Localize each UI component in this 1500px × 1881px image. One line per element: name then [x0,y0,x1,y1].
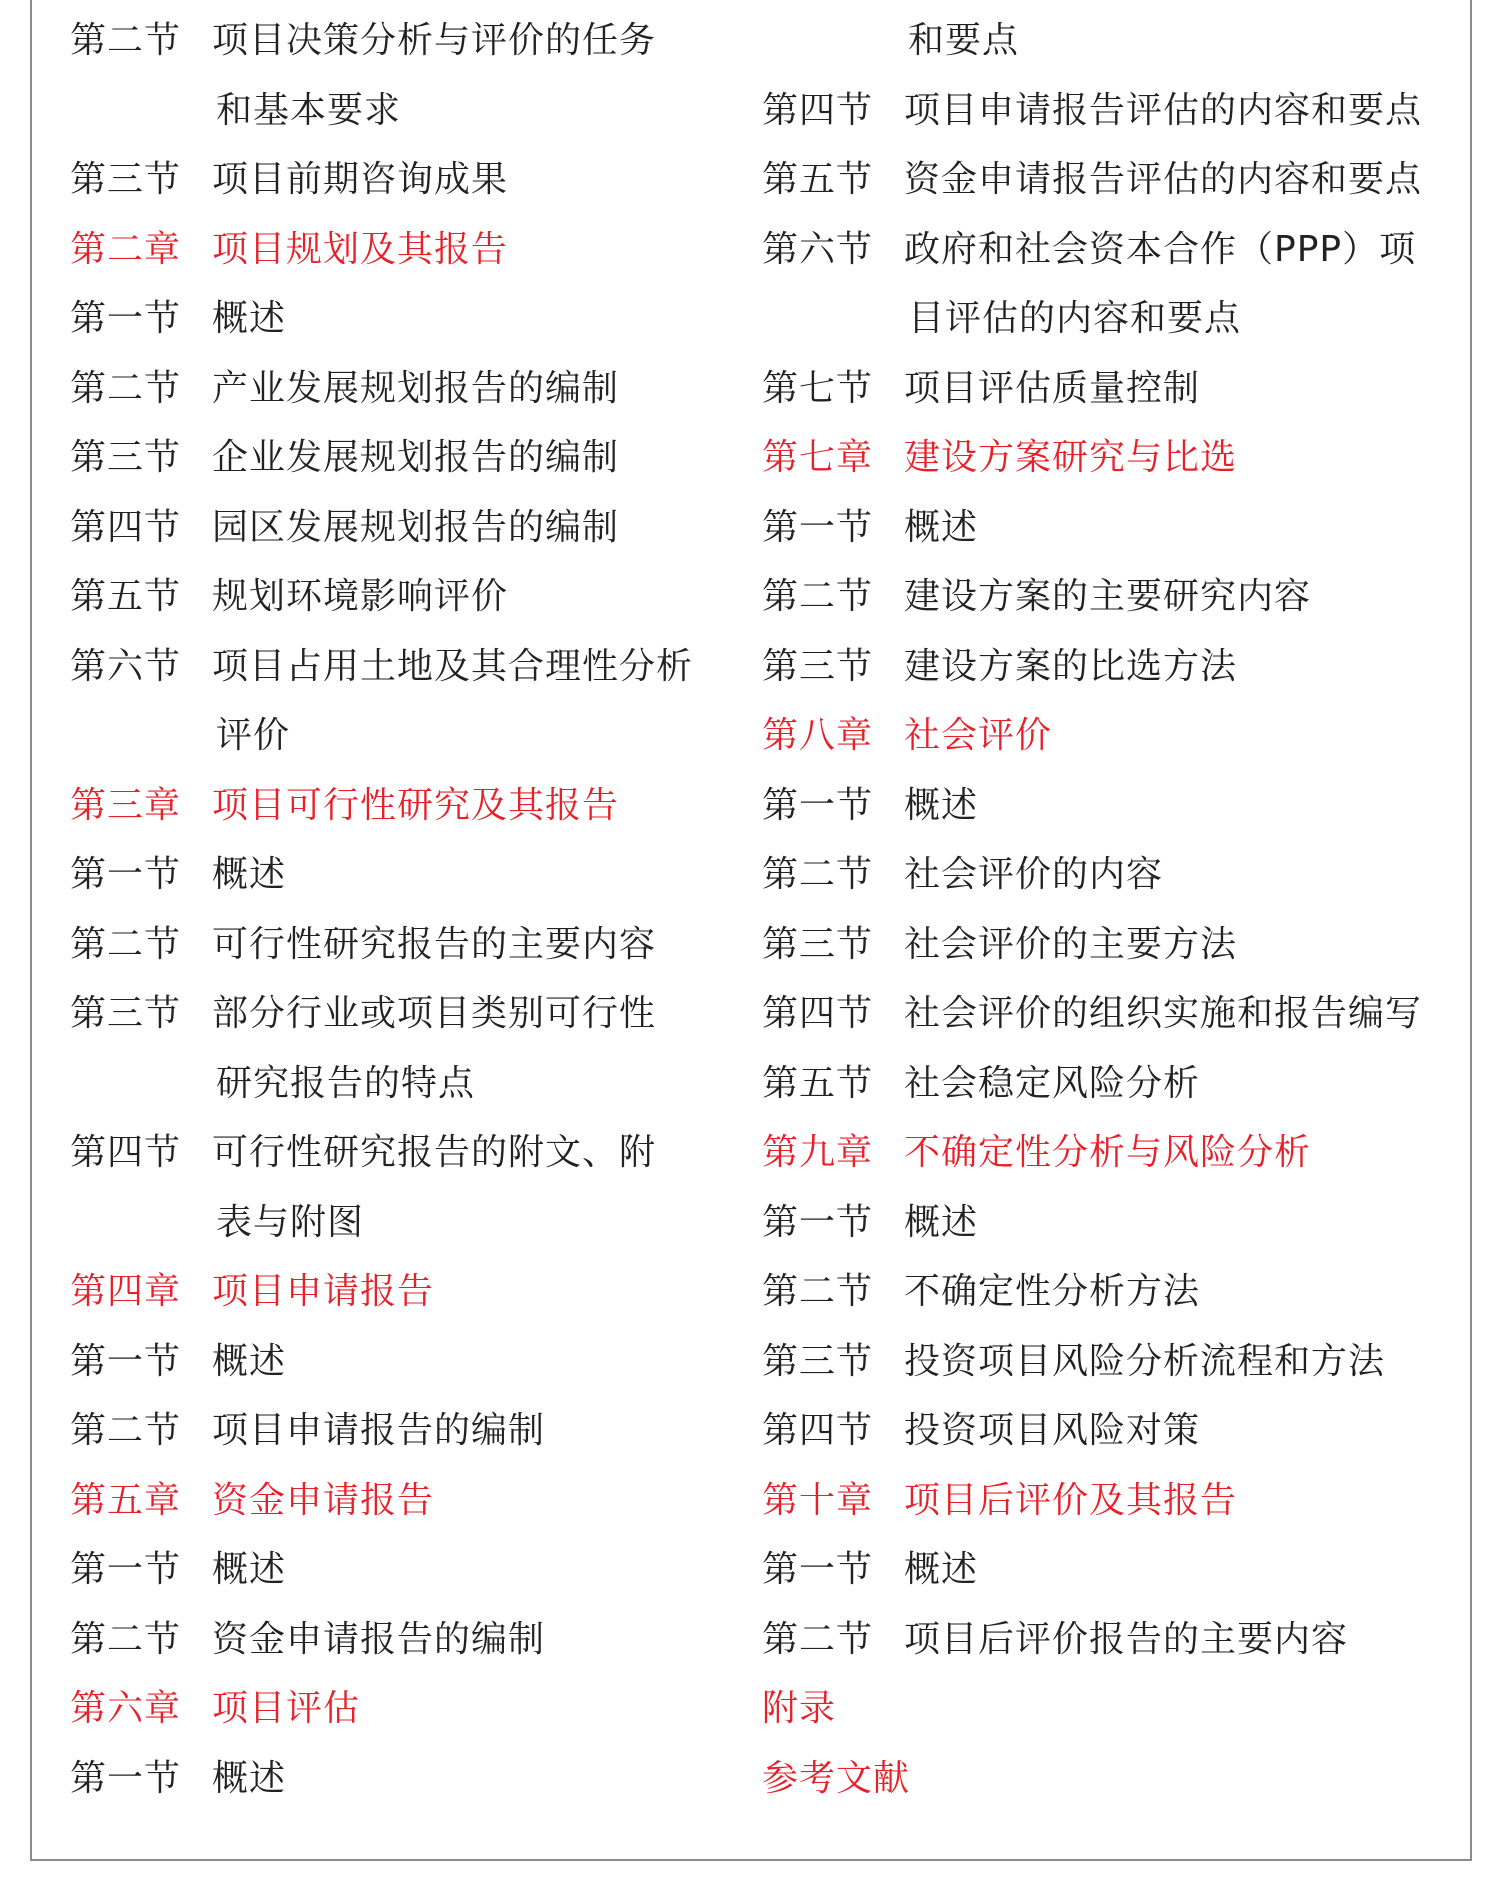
section-title: 概述 [904,784,979,826]
section-title: 不确定性分析方法 [904,1271,1201,1312]
section-number: 第一节 [762,506,874,548]
section-entry [70,562,693,632]
section-title-continuation [70,701,693,771]
section-title: 可行性研究报告的附文、附 [212,1132,657,1173]
section-number: 第一节 [70,298,182,339]
chapter-title: 项目评估 [212,1688,361,1729]
section-title: 部分行业或项目类别可行性 [212,993,657,1034]
section-number: 第二节 [70,923,182,965]
section-number: 第六节 [70,645,182,687]
section-entry [762,771,1422,841]
section-entry [70,1605,693,1675]
section-number: 第一节 [762,1549,874,1590]
section-title: 概述 [904,1201,979,1243]
chapter-heading [70,1674,693,1744]
section-entry [762,1396,1422,1466]
chapter-title: 建设方案研究与比选 [904,437,1238,478]
section-entry [762,145,1422,215]
section-entry [762,1605,1422,1675]
section-title-continuation [762,6,1422,76]
section-title: 资金申请报告评估的内容和要点 [904,159,1423,200]
chapter-number: 第六章 [70,1688,182,1729]
section-title: 社会评价的主要方法 [904,923,1238,965]
section-entry [762,1327,1422,1397]
section-number: 第二节 [70,1410,182,1451]
section-entry [70,1744,693,1814]
section-number: 第三节 [762,645,874,687]
chapter-number: 第九章 [762,1132,874,1173]
section-title: 概述 [212,854,287,895]
chapter-title: 附录 [762,1688,837,1729]
section-number: 第二节 [762,1618,874,1660]
section-entry [70,1535,693,1605]
section-title: 投资项目风险对策 [904,1410,1201,1451]
section-title: 项目占用土地及其合理性分析 [212,645,694,687]
section-number: 第三节 [70,159,182,200]
section-title: 企业发展规划报告的编制 [212,437,620,478]
section-number: 第五节 [762,1062,874,1104]
section-entry [70,1118,693,1188]
section-title: 概述 [212,1340,287,1382]
section-title: 目评估的内容和要点 [908,298,1242,339]
section-number: 第二节 [762,1271,874,1312]
section-entry [762,1535,1422,1605]
section-title: 概述 [212,298,287,339]
section-number: 第二节 [70,1618,182,1660]
section-title: 建设方案的主要研究内容 [904,576,1312,617]
section-entry [762,493,1422,563]
section-number: 第六节 [762,228,874,270]
section-number: 第二节 [762,854,874,895]
section-number: 第二节 [762,576,874,617]
section-title-continuation [70,76,693,146]
chapter-title: 不确定性分析与风险分析 [904,1132,1312,1173]
chapter-heading [70,215,693,285]
chapter-number: 第五章 [70,1479,182,1521]
section-entry [70,632,693,702]
section-number: 第一节 [70,1549,182,1590]
section-title-continuation [762,284,1422,354]
section-entry [70,284,693,354]
section-title: 和要点 [908,20,1020,61]
chapter-title: 项目申请报告 [212,1271,435,1312]
chapter-heading [762,1466,1422,1536]
section-number: 第七节 [762,367,874,409]
section-title: 项目申请报告的编制 [212,1410,546,1451]
appendix-heading [762,1744,1422,1814]
section-entry [70,910,693,980]
section-number: 第三节 [70,993,182,1034]
section-title: 评价 [216,715,291,756]
chapter-title: 资金申请报告 [212,1479,435,1521]
section-number: 第一节 [762,784,874,826]
section-title: 概述 [212,1549,287,1590]
section-number: 第一节 [70,1757,182,1799]
chapter-number: 第七章 [762,437,874,478]
chapter-number: 第八章 [762,715,874,756]
section-title: 概述 [904,506,979,548]
section-title: 政府和社会资本合作（PPP）项 [904,228,1417,270]
chapter-title: 项目后评价及其报告 [904,1479,1238,1521]
section-title: 概述 [904,1549,979,1590]
toc-right-column [762,6,1422,1813]
section-title-continuation [70,1049,693,1119]
section-number: 第四节 [70,1132,182,1173]
chapter-title: 参考文献 [762,1757,911,1799]
section-title: 产业发展规划报告的编制 [212,367,620,409]
section-number: 第二节 [70,367,182,409]
chapter-title: 社会评价 [904,715,1053,756]
section-title: 表与附图 [216,1201,365,1243]
section-entry [70,493,693,563]
section-entry [762,1188,1422,1258]
section-number: 第四节 [762,89,874,131]
section-entry [762,910,1422,980]
section-number: 第三节 [762,1340,874,1382]
section-entry [70,145,693,215]
chapter-number: 第四章 [70,1271,182,1312]
section-title: 研究报告的特点 [216,1062,476,1104]
section-number: 第五节 [762,159,874,200]
section-entry [762,840,1422,910]
section-entry [70,1396,693,1466]
section-title-continuation [70,1188,693,1258]
section-number: 第一节 [70,854,182,895]
chapter-title: 项目规划及其报告 [212,228,509,270]
chapter-heading [762,701,1422,771]
section-entry [70,354,693,424]
section-title: 概述 [212,1757,287,1799]
section-number: 第一节 [762,1201,874,1243]
section-title: 建设方案的比选方法 [904,645,1238,687]
section-number: 第二节 [70,20,182,61]
section-number: 第四节 [70,506,182,548]
section-number: 第三节 [762,923,874,965]
chapter-heading [70,771,693,841]
section-number: 第三节 [70,437,182,478]
section-title: 社会评价的内容 [904,854,1164,895]
section-title: 项目评估质量控制 [904,367,1201,409]
section-entry [70,6,693,76]
section-number: 第四节 [762,1410,874,1451]
section-title: 社会稳定风险分析 [904,1062,1201,1104]
chapter-heading [762,1118,1422,1188]
section-title: 园区发展规划报告的编制 [212,506,620,548]
chapter-number: 第三章 [70,784,182,826]
section-title: 社会评价的组织实施和报告编写 [904,993,1423,1034]
section-entry [70,1327,693,1397]
section-entry [762,632,1422,702]
section-entry [70,840,693,910]
chapter-number: 第十章 [762,1479,874,1521]
section-title: 投资项目风险分析流程和方法 [904,1340,1386,1382]
section-number: 第五节 [70,576,182,617]
chapter-title: 项目可行性研究及其报告 [212,784,620,826]
section-title: 可行性研究报告的主要内容 [212,923,657,965]
section-entry [762,76,1422,146]
chapter-heading [70,1466,693,1536]
chapter-heading [70,1257,693,1327]
section-entry [762,979,1422,1049]
section-entry [70,423,693,493]
section-title: 和基本要求 [216,89,402,131]
chapter-number: 第二章 [70,228,182,270]
section-number: 第四节 [762,993,874,1034]
appendix-heading [762,1674,1422,1744]
section-title: 资金申请报告的编制 [212,1618,546,1660]
section-entry [70,979,693,1049]
section-entry [762,1257,1422,1327]
section-title: 规划环境影响评价 [212,576,509,617]
section-title: 项目申请报告评估的内容和要点 [904,89,1423,131]
section-entry [762,215,1422,285]
section-title: 项目前期咨询成果 [212,159,509,200]
section-entry [762,1049,1422,1119]
section-entry [762,562,1422,632]
toc-left-column [70,6,693,1813]
section-title: 项目决策分析与评价的任务 [212,20,657,61]
section-title: 项目后评价报告的主要内容 [904,1618,1349,1660]
chapter-heading [762,423,1422,493]
section-number: 第一节 [70,1340,182,1382]
section-entry [762,354,1422,424]
